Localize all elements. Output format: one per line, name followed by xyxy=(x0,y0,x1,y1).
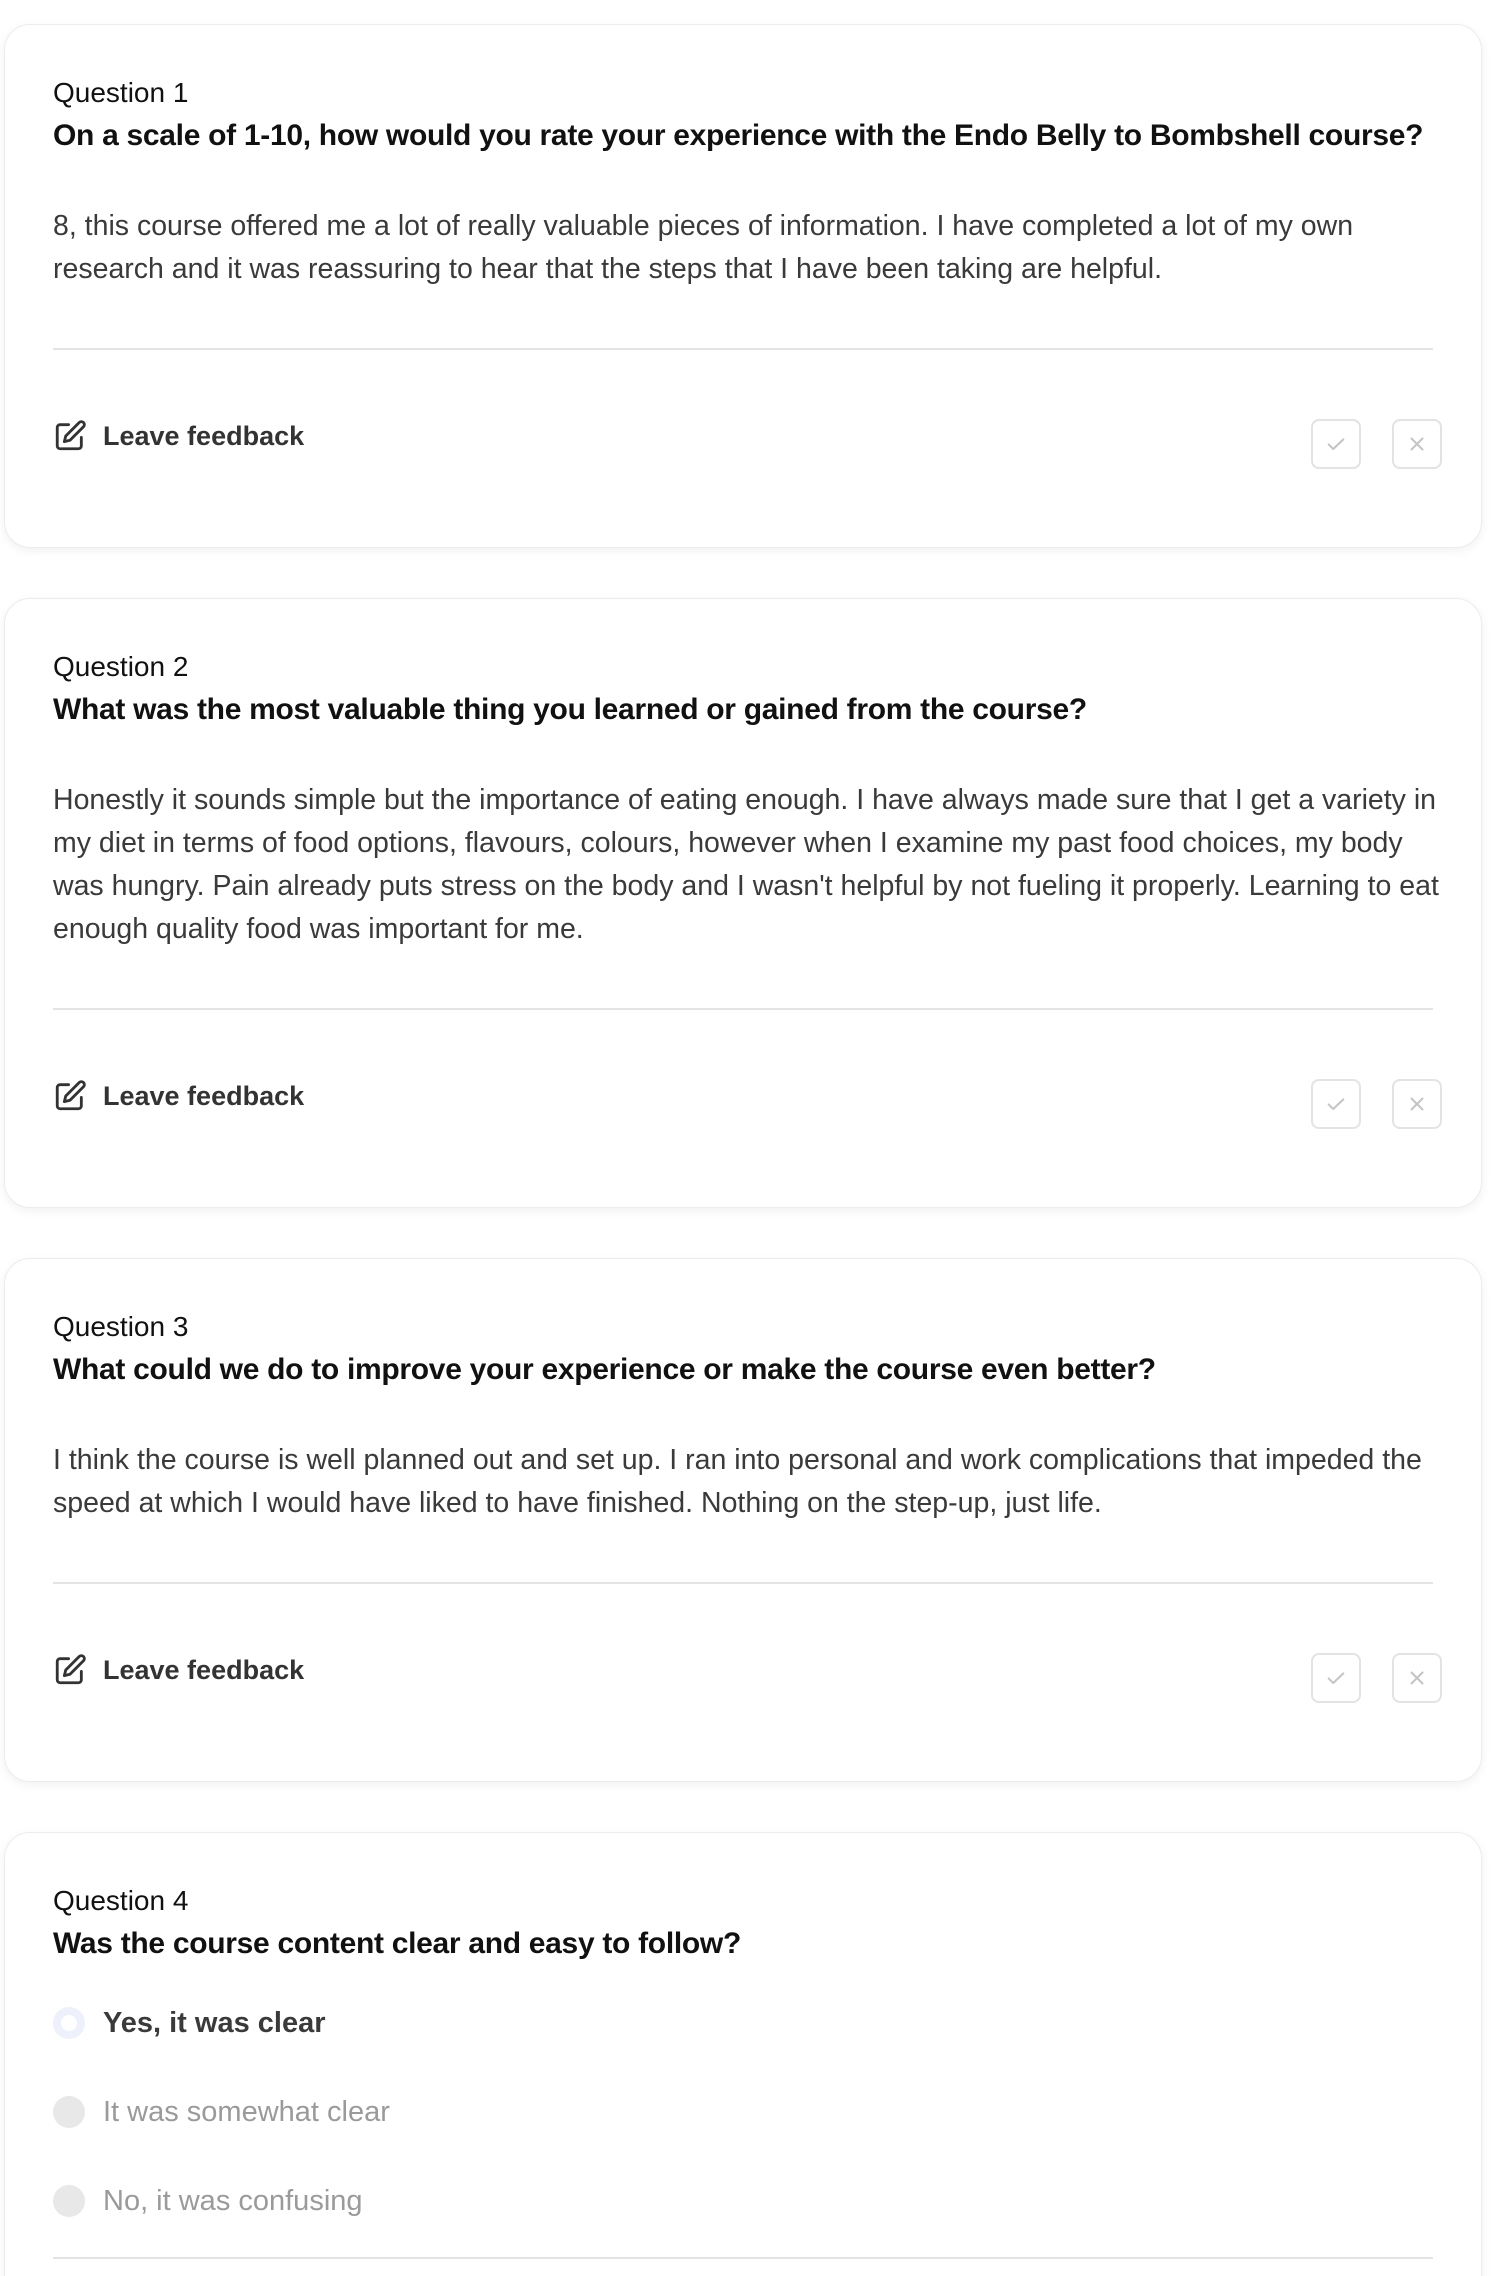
check-icon xyxy=(1325,1667,1347,1689)
leave-feedback-button[interactable] xyxy=(53,1079,304,1113)
reject-button[interactable] xyxy=(1392,419,1442,469)
check-icon xyxy=(1325,1093,1347,1115)
approve-button[interactable] xyxy=(1311,1079,1361,1129)
edit-icon xyxy=(53,1079,87,1113)
approve-button[interactable] xyxy=(1311,1653,1361,1703)
question-number: Question 3 xyxy=(53,1311,189,1342)
check-icon xyxy=(1325,433,1347,455)
question-title: What could we do to improve your experience or make the course even better? xyxy=(53,1353,1156,1386)
leave-feedback-label: Leave feedback xyxy=(103,1654,305,1685)
radio-group xyxy=(53,2003,390,2270)
question-card-4 xyxy=(4,1832,1482,2276)
radio-button[interactable] xyxy=(53,2185,85,2217)
divider xyxy=(53,348,1433,350)
divider xyxy=(53,1582,1433,1584)
leave-feedback-button[interactable] xyxy=(53,1653,304,1687)
radio-button[interactable] xyxy=(53,2007,85,2039)
answer-text: I think the course is well planned out and set up. I ran into personal and work complications that impeded the speed at which I would have liked to have finished. Nothing on the step-up, just life. xyxy=(53,1444,1422,1519)
question-number: Question 2 xyxy=(53,651,189,682)
radio-option-somewhat-clear[interactable] xyxy=(53,2092,390,2132)
reject-button[interactable] xyxy=(1392,1079,1442,1129)
radio-option-label: No, it was confusing xyxy=(103,2184,363,2217)
radio-option-label: Yes, it was clear xyxy=(103,2006,326,2039)
radio-button[interactable] xyxy=(53,2096,85,2128)
question-card-1 xyxy=(4,24,1482,548)
question-number: Question 4 xyxy=(53,1885,189,1916)
edit-icon xyxy=(53,419,87,453)
question-title: What was the most valuable thing you learned or gained from the course? xyxy=(53,693,1087,726)
leave-feedback-button[interactable] xyxy=(53,419,304,453)
radio-option-label: It was somewhat clear xyxy=(103,2095,390,2128)
leave-feedback-label: Leave feedback xyxy=(103,420,305,451)
divider xyxy=(53,1008,1433,1010)
approve-button[interactable] xyxy=(1311,419,1361,469)
question-title: Was the course content clear and easy to follow? xyxy=(53,1927,741,1960)
edit-icon xyxy=(53,1653,87,1687)
radio-option-yes-clear[interactable] xyxy=(53,2003,390,2043)
question-title: On a scale of 1-10, how would you rate your experience with the Endo Belly to Bombshell course? xyxy=(53,119,1424,152)
question-card-3 xyxy=(4,1258,1482,1782)
close-icon xyxy=(1406,1667,1428,1689)
question-number: Question 1 xyxy=(53,77,189,108)
close-icon xyxy=(1406,433,1428,455)
reject-button[interactable] xyxy=(1392,1653,1442,1703)
close-icon xyxy=(1406,1093,1428,1115)
question-card-2 xyxy=(4,598,1482,1208)
answer-text: Honestly it sounds simple but the importance of eating enough. I have always made sure that I get a variety in my diet in terms of food options, flavours, colours, however when I examine my past food choices, my body was hungry. Pain already puts stress on the body and I wasn't helpful by not fueling it properly. Learning to eat enough quality food was important for me. xyxy=(53,784,1439,945)
divider xyxy=(53,2257,1433,2259)
answer-text: 8, this course offered me a lot of really valuable pieces of information. I have completed a lot of my own research and it was reassuring to hear that the steps that I have been taking are helpful. xyxy=(53,210,1354,285)
radio-option-confusing[interactable] xyxy=(53,2181,390,2221)
leave-feedback-label: Leave feedback xyxy=(103,1080,305,1111)
